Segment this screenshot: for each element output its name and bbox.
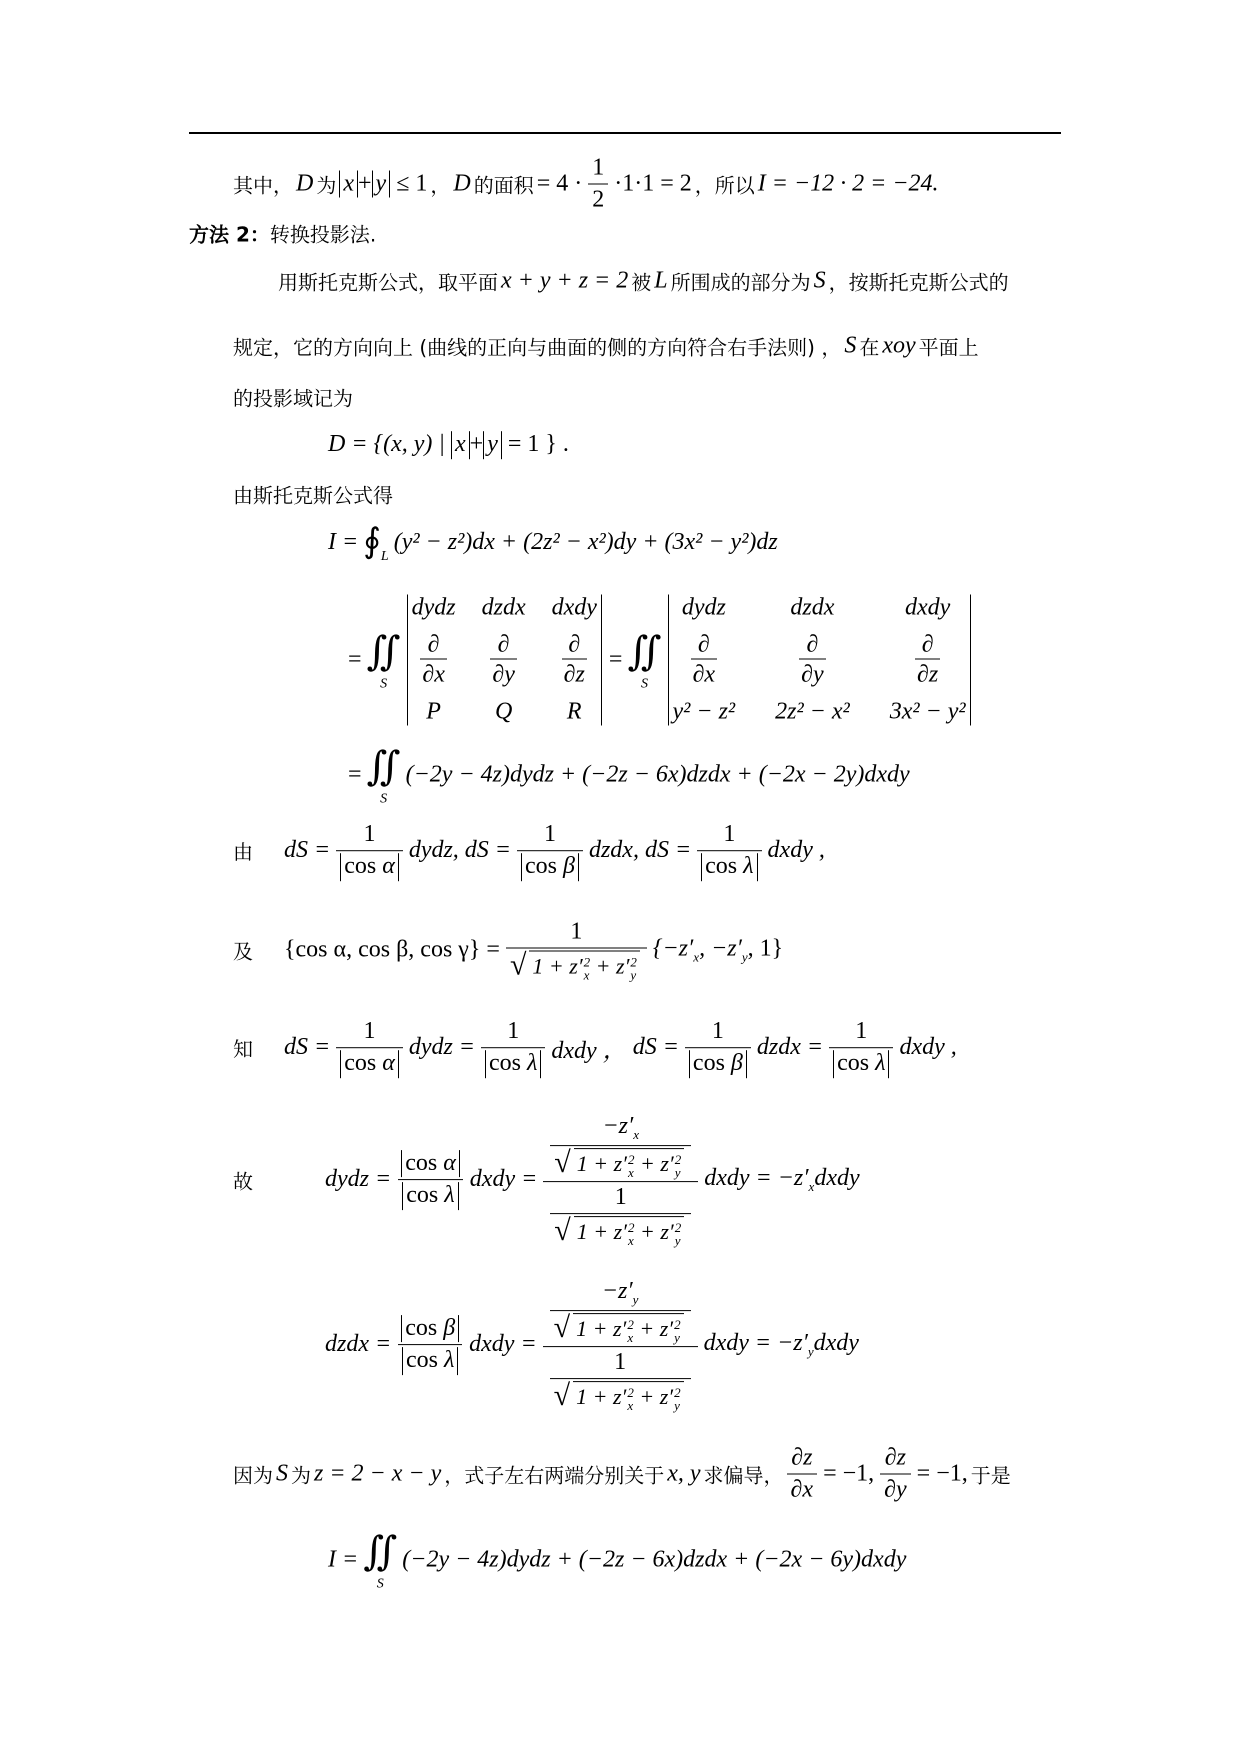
math: {cos α, cos β, cos γ} = [284,936,500,963]
fraction-half [588,155,608,214]
radical-sign: √ [509,948,527,982]
radical-sign: √ [554,1145,571,1179]
math: xoy [882,332,916,359]
paragraph-line [233,332,979,361]
cos: cos [837,1050,870,1077]
partial-den: ∂y [799,659,826,689]
method-heading [189,219,376,248]
sub: x [627,1397,634,1413]
sup: 2 [628,1151,635,1167]
math: {−z′ [652,935,694,962]
text: 因为 [233,1463,273,1488]
math: dS = [632,1034,679,1061]
denominator: 2 [588,184,608,214]
numerator: 1 [363,1018,376,1045]
fraction [550,1349,691,1412]
math: −z′ [601,1278,633,1305]
partial-den: ∂z [915,659,940,689]
sub: x [583,967,590,983]
math: = −1, [916,1460,968,1487]
fraction [506,919,647,982]
cell: 2z² − x² [775,698,850,725]
fraction [550,1184,691,1247]
partial: ∂ [427,631,440,658]
math: , −z′ [699,935,742,962]
math: dzdx = [325,1331,392,1358]
equals: = [348,761,362,788]
math: dxdy = [469,1166,538,1193]
sub: y [632,1291,639,1307]
abs-cos [833,1050,889,1078]
partial-op [799,632,826,689]
double-integral [363,1528,397,1591]
abs-y: y [372,170,391,198]
direction-cosines [233,919,786,982]
partial-den: ∂x [420,659,447,689]
greek: α [382,853,395,880]
cos: cos [344,853,377,880]
domain-definition [325,431,572,459]
math: dxdy , [899,1034,957,1061]
sub: x [628,1232,634,1248]
numerator: 1 [614,1348,627,1375]
math: S [844,332,857,359]
sup: 2 [628,1219,635,1235]
double-integral-sign: ∬ [627,628,662,674]
math: 1 + z′ [576,1218,627,1244]
greek: λ [443,1347,455,1374]
partial-op [420,632,447,689]
method-title: 转换投影法. [269,222,377,247]
radical-sign: √ [553,1378,571,1412]
math: dxdy [813,1330,859,1357]
abs-cos [401,1150,460,1178]
math: 1 + z′ [576,1315,627,1341]
math: I = [328,1546,359,1573]
partial-den: ∂y [490,659,517,689]
cos: cos [705,853,738,880]
integral-subscript: S [641,676,648,692]
double-integral [627,628,661,691]
math: dxdy = −z′ [704,1165,809,1192]
determinant-symbolic [407,595,602,726]
greek: α [443,1149,456,1176]
cell: dxdy [551,594,597,621]
cos: cos [406,1182,439,1209]
math: = 4 · [536,170,583,197]
integral-subscript: S [380,791,388,807]
equals: = [348,646,362,673]
partial: ∂ [568,631,581,658]
fraction [397,1315,463,1375]
cos: cos [344,1050,377,1077]
greek: β [563,853,575,880]
denominator: ∂y [880,1474,911,1504]
fraction [517,821,583,881]
final-integral [325,1528,909,1591]
sup: 2 [674,1316,681,1332]
numerator: 1 [614,1183,627,1210]
numerator: 1 [543,821,556,848]
math: 1 + z′ [576,1150,627,1176]
math: 1 + z′ [532,953,583,979]
integral-subscript: S [380,676,388,692]
text: 故 [233,1169,253,1194]
text: 被 [631,270,652,295]
cell: 3x² − y² [889,698,966,725]
numerator: 1 [570,918,583,945]
cos: cos [489,1050,521,1077]
text: 其中， [233,173,293,198]
text: 于是 [970,1463,1011,1488]
abs-cos [701,853,757,881]
partial-op [691,632,718,689]
math: dxdy [814,1165,860,1192]
math: , 1} [747,935,784,962]
sup: 2 [627,1316,634,1332]
sub: x [693,948,700,964]
sup: 2 [674,1219,682,1235]
sqrt [509,948,643,983]
numerator: ∂z [884,1444,906,1471]
double-integral-sign: ∬ [366,743,401,789]
plus: + [358,170,372,197]
text: 及 [233,939,253,964]
dydz-conversion [322,1113,863,1247]
math: (−2y − 4z)dydz + (−2z − 6x)dzdx + (−2x − 2y)dxdy [405,761,910,788]
numerator: 1 [507,1018,520,1045]
greek: λ [444,1182,455,1209]
paragraph-line [233,383,353,412]
compound-fraction [543,1113,698,1247]
abs-cos [340,1050,399,1078]
cos: cos [525,853,557,880]
sup: 2 [627,1384,634,1400]
abs-cos [485,1050,541,1078]
sup: 2 [583,954,591,970]
math [328,431,569,459]
fraction [697,821,761,881]
compound-fraction [543,1278,698,1412]
plus: + [469,431,484,458]
math: dS = [284,1034,331,1061]
partial-op [562,632,587,689]
greek: λ [875,1050,886,1077]
sub: x [628,1164,634,1180]
greek: λ [527,1050,538,1077]
cos: cos [405,1314,438,1341]
partial-fraction [880,1445,911,1504]
abs-cos [402,1182,458,1210]
partial-op [490,632,517,689]
math: I = [328,528,359,555]
sub: y [807,1343,814,1359]
sub: y [674,1329,680,1345]
inequality: ≤ 1 [396,170,428,197]
dzdx-conversion [322,1278,862,1412]
cell: dzdx [790,594,835,621]
numerator: 1 [592,154,605,181]
partial-derivative-line [233,1445,1011,1504]
math-result: I = −12 · 2 = −24. [757,170,939,197]
fraction [397,1150,464,1210]
text: 求偏导， [703,1463,784,1488]
math: + z′ [633,1383,674,1409]
greek: β [443,1314,456,1341]
cos: cos [405,1347,438,1374]
text: 为 [291,1463,311,1488]
math: dS = [284,837,331,864]
text: ，所以 [694,173,755,198]
math: dydz = [325,1166,392,1193]
partial: ∂ [921,631,934,658]
text: 的面积 [473,173,534,198]
integral-subscript: L [380,549,389,564]
math: x, y [667,1460,701,1487]
integral-subscript: S [376,1576,384,1592]
numerator: 1 [711,1018,724,1045]
abs-y: y [483,431,502,459]
cell: P [426,698,441,725]
math: dxdy , [767,837,825,864]
determinant-explicit [668,595,971,726]
text: 规定，它的方向向上 (曲线的正向与曲面的侧的方向符合右手法则) ， [233,335,842,360]
sup: 2 [674,1384,681,1400]
greek: λ [743,853,754,880]
abs-x: x [339,170,358,198]
text: 用斯托克斯公式，取平面 [278,270,498,295]
text: 所围成的部分为 [670,270,811,295]
abs-cos [401,1315,459,1343]
cell: R [566,698,582,725]
cell: dzdx [481,594,526,621]
sup: 2 [630,954,637,970]
text: 由 [233,840,253,865]
text: 知 [233,1037,253,1062]
cell: dydz [681,594,726,621]
text: ，式子左右两端分别关于 [444,1463,665,1488]
abs-cos [689,1050,747,1078]
math: L [654,267,668,294]
sup: 2 [674,1151,682,1167]
fraction [829,1018,893,1078]
cell: y² − z² [672,698,736,725]
text: 为 [316,173,337,198]
double-integral [367,743,401,806]
numerator: 1 [363,821,376,848]
math: + z′ [590,953,630,979]
math: −z′ [602,1113,634,1140]
math: S [276,1460,288,1487]
sqrt [553,1310,687,1345]
contour-integral [363,523,389,564]
abs-x: x [451,431,470,459]
sub: x [633,1126,640,1142]
double-integral-sign: ∬ [366,628,401,674]
math: dydz = [408,1034,475,1061]
fraction [336,1018,403,1078]
sub: y [630,967,637,983]
equals: = [608,646,623,673]
cell: dydz [411,594,456,621]
math: S [813,267,826,294]
expanded-integral [345,743,913,806]
paragraph-line [233,480,393,509]
math: dxdy = −z′ [703,1330,808,1357]
abs-cos [340,853,399,881]
numerator: 1 [723,821,736,848]
text: ，按斯托克斯公式的 [828,270,1009,295]
math: (−2y − 4z)dydz + (−2z − 6x)dzdx + (−2x − 6y)dxdy [402,1546,907,1573]
text: 平面上 [918,335,979,360]
fraction [481,1018,545,1078]
ds-relations [233,821,828,881]
paragraph-line [278,267,1009,296]
sub: x [627,1329,634,1345]
greek: β [730,1050,743,1077]
double-integral-sign: ∬ [363,1528,398,1574]
denominator: ∂x [787,1474,818,1504]
fraction [550,1278,691,1344]
cos: cos [405,1149,438,1176]
math: + z′ [634,1218,674,1244]
math: 1 + z′ [576,1383,627,1409]
math: = −1, [823,1460,875,1487]
partial-den: ∂z [562,659,587,689]
partial: ∂ [697,631,710,658]
math: dzdx = [756,1034,824,1061]
ds-equalities [233,1018,960,1078]
sqrt [553,1378,687,1413]
fraction [685,1018,751,1078]
sqrt [554,1213,687,1248]
text: 的投影域记为 [233,386,353,411]
text: 由斯托克斯公式得 [233,483,393,508]
fraction [550,1113,691,1179]
cell: Q [494,698,513,725]
abs-cos [521,853,579,881]
line-integral [325,523,781,564]
sub: y [741,948,748,964]
math: = 1 } . [507,431,569,458]
radical-sign: √ [553,1310,571,1344]
math: D = {(x, y) | [328,431,446,458]
partial-den: ∂x [691,659,718,689]
sqrt [554,1145,687,1180]
abs-cos [402,1347,458,1375]
fraction [336,821,403,881]
contour-integral-sign: ∮ [363,523,381,560]
math: + z′ [633,1315,674,1341]
stokes-determinant [345,595,975,726]
cell: dxdy [904,594,951,621]
double-integral [367,628,401,691]
math-var: D [296,170,314,197]
radical-sign: √ [554,1213,571,1247]
sub: y [674,1164,681,1180]
greek: α [382,1050,395,1077]
text: 在 [859,335,880,360]
math: + z′ [634,1150,674,1176]
math: dxdy = [469,1331,537,1358]
partial-fraction [787,1445,818,1504]
text: ， [430,173,451,198]
math: dxdy ， [551,1038,627,1065]
sub: y [674,1397,680,1413]
math: dydz, dS = [408,837,511,864]
math: z = 2 − x − y [314,1460,442,1487]
therefore-label [233,1166,253,1195]
numerator: ∂z [791,1444,813,1471]
sub: x [808,1178,815,1194]
math: dzdx, dS = [588,837,692,864]
area-conclusion-line [233,155,942,214]
partial: ∂ [806,631,819,658]
math: (y² − z²)dx + (2z² − x²)dy + (3x² − y²)dz [393,528,778,555]
numerator: 1 [855,1018,868,1045]
math: ·1·1 = 2 [614,170,692,197]
cos: cos [692,1050,725,1077]
math-var: D [453,170,471,197]
header-rule [189,132,1061,134]
partial-op [915,632,940,689]
method-label: 方法 2： [189,222,270,247]
partial: ∂ [497,631,510,658]
math: x + y + z = 2 [501,267,629,294]
sub: y [674,1232,681,1248]
